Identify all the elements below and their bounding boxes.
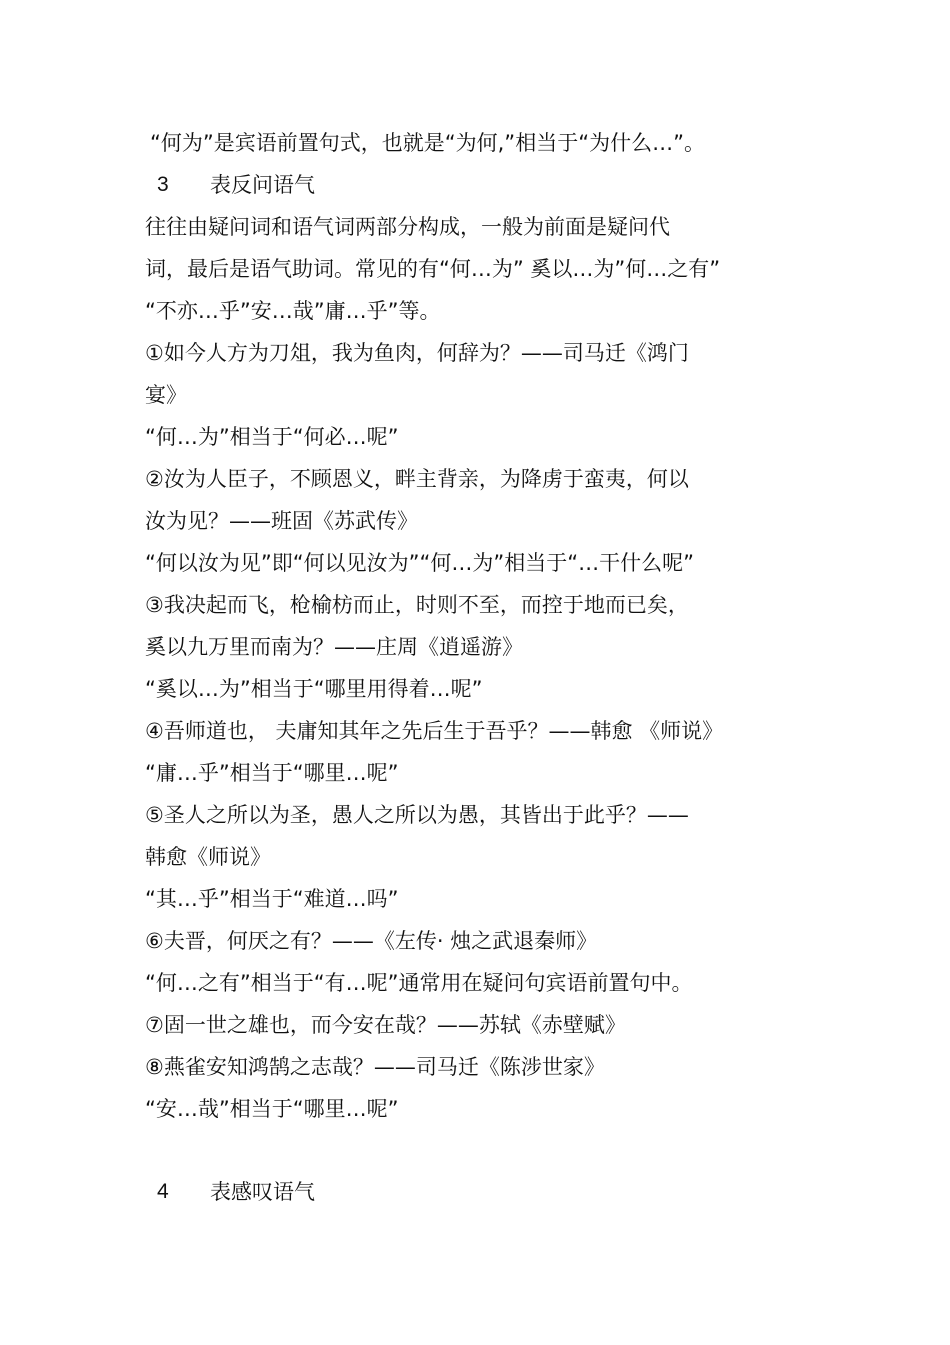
text-line: ⑧燕雀安知鸿鹄之志哉？——司马迁《陈涉世家》 [145,1055,605,1079]
section-title: 表感叹语气 [210,1180,315,1204]
text-line: ③我决起而飞，枪榆枋而止，时则不至，而控于地而已矣， [145,593,689,617]
text-line: ⑥夫晋，何厌之有？——《左传· 烛之武退秦师》 [145,929,598,953]
section-title: 表反问语气 [210,173,315,197]
text-line: 汝为见？——班固《苏武传》 [145,509,418,533]
text-line: “其…乎”相当于“难道…吗” [145,887,399,911]
text-line: ④吾师道也， 夫庸知其年之先后生于吾乎？——韩愈 《师说》 [145,719,724,743]
text-line: ⑦固一世之雄也，而今安在哉？——苏轼《赤壁赋》 [145,1013,626,1037]
text-line: ②汝为人臣子，不顾恩义，畔主背亲，为降虏于蛮夷，何以 [145,467,689,491]
text-line: ①如今人方为刀俎，我为鱼肉，何辞为？——司马迁《鸿门 [145,341,689,365]
text-line: “不亦…乎”安…哉”庸…乎”等。 [145,299,441,323]
section-number: 3 [157,173,169,196]
text-line: 奚以九万里而南为？——庄周《逍遥游》 [145,635,523,659]
text-line: 词，最后是语气助词。常见的有“何…为” 奚以…为”何…之有” [145,257,721,281]
text-line: “安…哉”相当于“哪里…呢” [145,1097,399,1121]
text-line: 韩愈《师说》 [145,845,271,869]
text-line: “何为”是宾语前置句式，也就是“为何,”相当于“为什么…”。 [150,131,705,155]
text-line: “何以汝为见”即“何以见汝为”“何…为”相当于“…干什么呢” [145,551,695,575]
text-line: “何…为”相当于“何必…呢” [145,425,399,449]
text-line: 往往由疑问词和语气词两部分构成，一般为前面是疑问代 [145,215,670,239]
text-line: 宴》 [145,383,187,407]
text-line: ⑤圣人之所以为圣，愚人之所以为愚，其皆出于此乎？—— [145,803,689,827]
text-line: “何…之有”相当于“有…呢”通常用在疑问句宾语前置句中。 [145,971,693,995]
text-line: “庸…乎”相当于“哪里…呢” [145,761,399,785]
section-number: 4 [157,1180,169,1203]
text-line: “奚以…为”相当于“哪里用得着…呢” [145,677,483,701]
